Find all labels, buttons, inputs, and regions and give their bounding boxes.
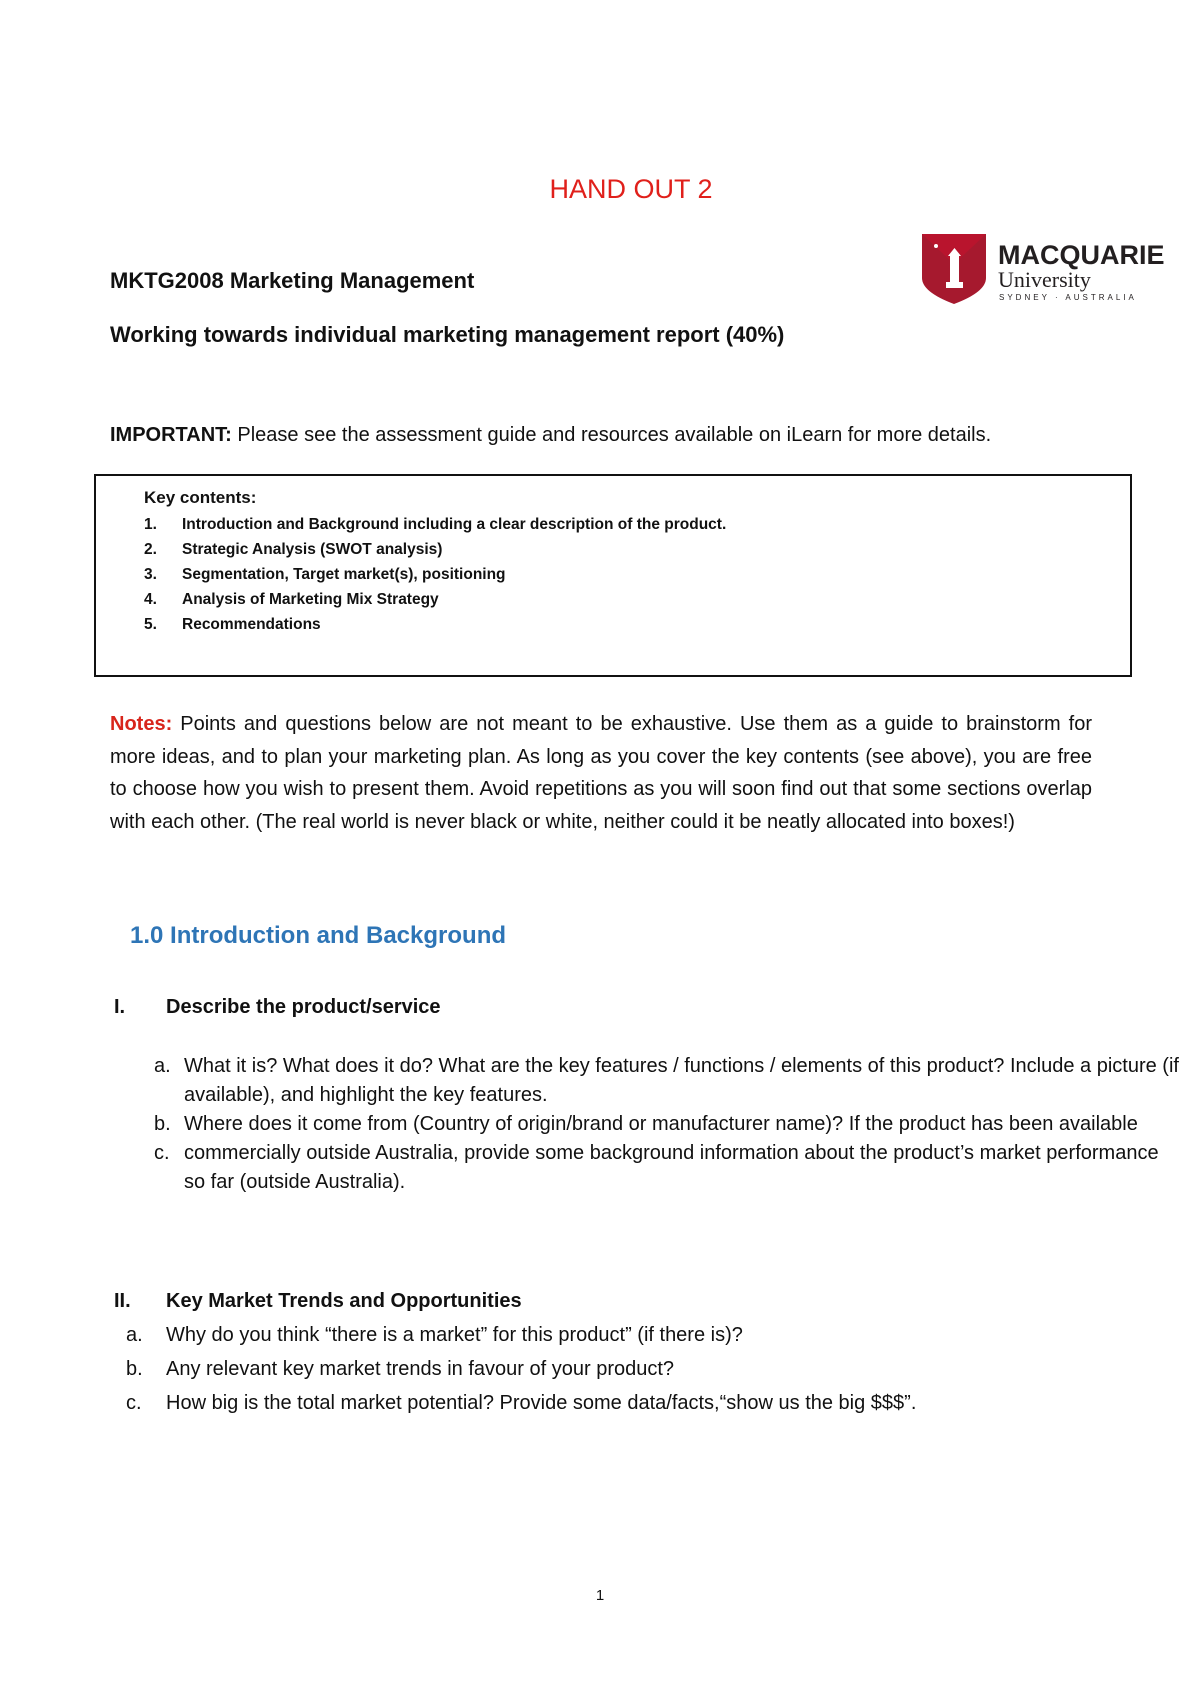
key-contents-title: Key contents: xyxy=(144,488,257,507)
list-item: 3. Segmentation, Target market(s), positioning xyxy=(144,566,506,583)
important-text: Please see the assessment guide and resources available on iLearn for more details. xyxy=(231,424,992,446)
logo-university: University xyxy=(998,267,1091,292)
part-numeral: II. xyxy=(114,1290,131,1312)
course-title: MKTG2008 Marketing Management xyxy=(110,268,475,293)
handout-title: HAND OUT 2 xyxy=(549,174,713,204)
list-item: a. Why do you think “there is a market” for this product” (if there is)? xyxy=(126,1324,743,1346)
macquarie-logo xyxy=(922,234,1167,304)
part-numeral: I. xyxy=(114,996,126,1018)
part-two-list xyxy=(110,1318,1170,1420)
section-heading: 1.0 Introduction and Background xyxy=(130,922,507,949)
logo-location: SYDNEY · AUSTRALIA xyxy=(999,293,1137,302)
list-item: b. Where does it come from (Country of origin/brand or manufacturer name)? If the product has been available xyxy=(154,1113,1138,1135)
report-subtitle: Working towards individual marketing management report (40%) xyxy=(110,322,785,347)
list-item: 2. Strategic Analysis (SWOT analysis) xyxy=(144,541,443,558)
important-label: IMPORTANT: xyxy=(110,424,232,446)
page-number: 1 xyxy=(595,1587,605,1604)
list-item: b. Any relevant key market trends in favour of your product? xyxy=(126,1358,675,1380)
key-contents-list xyxy=(144,512,726,637)
list-item: c. How big is the total market potential? Provide some data/facts,“show us the big $$$”. xyxy=(126,1392,917,1414)
list-item: 1. Introduction and Background including a clear description of the product. xyxy=(144,516,727,533)
part-one-list xyxy=(128,1052,1180,1197)
part-heading: Describe the product/service xyxy=(166,996,441,1018)
list-item: 4. Analysis of Marketing Mix Strategy xyxy=(144,591,439,608)
list-item: c. commercially outside Australia, provide some background information about the product’s market performance so far (outside Australia). xyxy=(154,1142,1159,1193)
list-item: 5. Recommendations xyxy=(144,616,321,633)
notes-label: Notes: xyxy=(110,713,173,735)
logo-name: MACQUARIE xyxy=(998,240,1165,270)
notes-paragraph xyxy=(110,708,1092,838)
list-item: a. What it is? What does it do? What are the key features / functions / elements of this product? Include a picture (if available), and highlight the key features. xyxy=(154,1055,1179,1106)
important-notice xyxy=(110,424,991,447)
shield-emblem-icon xyxy=(922,234,986,304)
notes-text: Points and questions below are not meant to be exhaustive. Use them as a guide to brainstorm for more ideas, and to plan your marketing plan. As long as you cover the key contents (see above), you are free to choose how you wish to present them. Avoid repetitions as you will soon find out that some sections overlap with each other. (The real world is never black or white, neither could it be neatly allocated into boxes!) xyxy=(110,713,1092,833)
part-heading: Key Market Trends and Opportunities xyxy=(166,1290,522,1312)
